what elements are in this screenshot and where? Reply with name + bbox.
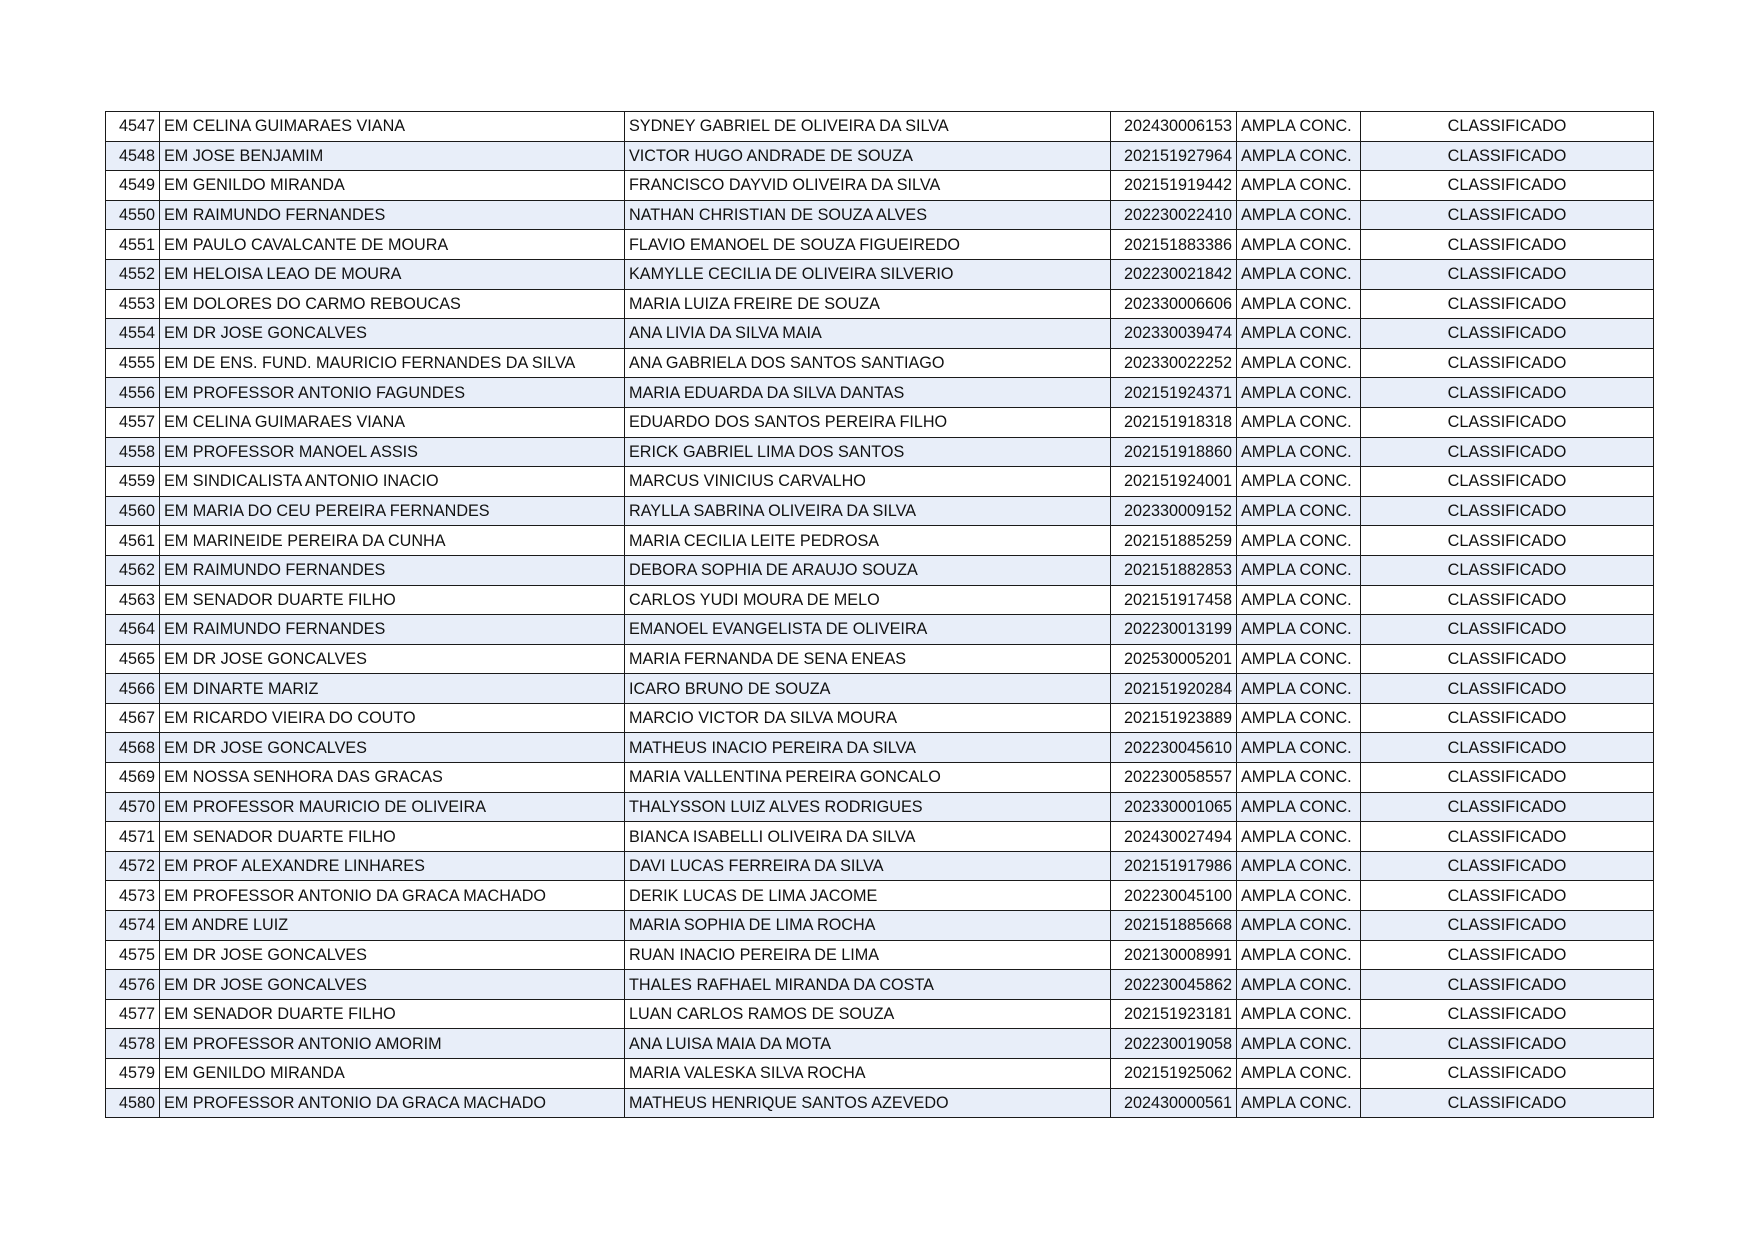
status-cell: CLASSIFICADO xyxy=(1361,1059,1654,1089)
registration-id-cell: 202151917986 xyxy=(1111,851,1237,881)
status-cell: CLASSIFICADO xyxy=(1361,259,1654,289)
table-row xyxy=(106,822,1654,852)
status-cell: CLASSIFICADO xyxy=(1361,319,1654,349)
row-number-cell: 4564 xyxy=(106,615,160,645)
results-table xyxy=(105,111,1654,1118)
row-number-cell: 4568 xyxy=(106,733,160,763)
status-cell: CLASSIFICADO xyxy=(1361,1088,1654,1118)
school-name-cell: EM PROFESSOR ANTONIO DA GRACA MACHADO xyxy=(160,1088,625,1118)
table-row xyxy=(106,881,1654,911)
modality-cell: AMPLA CONC. xyxy=(1237,496,1361,526)
school-name-cell: EM DOLORES DO CARMO REBOUCAS xyxy=(160,289,625,319)
modality-cell: AMPLA CONC. xyxy=(1237,763,1361,793)
row-number-cell: 4559 xyxy=(106,467,160,497)
student-name-cell: MARIA FERNANDA DE SENA ENEAS xyxy=(625,644,1111,674)
row-number-cell: 4549 xyxy=(106,171,160,201)
registration-id-cell: 202151918860 xyxy=(1111,437,1237,467)
table-row xyxy=(106,348,1654,378)
school-name-cell: EM RAIMUNDO FERNANDES xyxy=(160,200,625,230)
status-cell: CLASSIFICADO xyxy=(1361,615,1654,645)
student-name-cell: DEBORA SOPHIA DE ARAUJO SOUZA xyxy=(625,555,1111,585)
registration-id-cell: 202430006153 xyxy=(1111,112,1237,142)
status-cell: CLASSIFICADO xyxy=(1361,112,1654,142)
table-row xyxy=(106,674,1654,704)
registration-id-cell: 202230022410 xyxy=(1111,200,1237,230)
registration-id-cell: 202330039474 xyxy=(1111,319,1237,349)
table-row xyxy=(106,911,1654,941)
modality-cell: AMPLA CONC. xyxy=(1237,733,1361,763)
status-cell: CLASSIFICADO xyxy=(1361,141,1654,171)
student-name-cell: KAMYLLE CECILIA DE OLIVEIRA SILVERIO xyxy=(625,259,1111,289)
school-name-cell: EM PROFESSOR ANTONIO FAGUNDES xyxy=(160,378,625,408)
table-row xyxy=(106,615,1654,645)
student-name-cell: ICARO BRUNO DE SOUZA xyxy=(625,674,1111,704)
status-cell: CLASSIFICADO xyxy=(1361,1029,1654,1059)
registration-id-cell: 202151925062 xyxy=(1111,1059,1237,1089)
registration-id-cell: 202130008991 xyxy=(1111,940,1237,970)
student-name-cell: MARIA VALESKA SILVA ROCHA xyxy=(625,1059,1111,1089)
modality-cell: AMPLA CONC. xyxy=(1237,703,1361,733)
status-cell: CLASSIFICADO xyxy=(1361,851,1654,881)
registration-id-cell: 202430027494 xyxy=(1111,822,1237,852)
table-row xyxy=(106,970,1654,1000)
student-name-cell: MARIA CECILIA LEITE PEDROSA xyxy=(625,526,1111,556)
table-row xyxy=(106,792,1654,822)
modality-cell: AMPLA CONC. xyxy=(1237,999,1361,1029)
registration-id-cell: 202230021842 xyxy=(1111,259,1237,289)
row-number-cell: 4554 xyxy=(106,319,160,349)
status-cell: CLASSIFICADO xyxy=(1361,822,1654,852)
student-name-cell: CARLOS YUDI MOURA DE MELO xyxy=(625,585,1111,615)
table-row xyxy=(106,200,1654,230)
table-row xyxy=(106,851,1654,881)
student-name-cell: RAYLLA SABRINA OLIVEIRA DA SILVA xyxy=(625,496,1111,526)
status-cell: CLASSIFICADO xyxy=(1361,467,1654,497)
status-cell: CLASSIFICADO xyxy=(1361,407,1654,437)
modality-cell: AMPLA CONC. xyxy=(1237,112,1361,142)
table-row xyxy=(106,467,1654,497)
student-name-cell: ANA LIVIA DA SILVA MAIA xyxy=(625,319,1111,349)
registration-id-cell: 202230045100 xyxy=(1111,881,1237,911)
row-number-cell: 4573 xyxy=(106,881,160,911)
student-name-cell: BIANCA ISABELLI OLIVEIRA DA SILVA xyxy=(625,822,1111,852)
modality-cell: AMPLA CONC. xyxy=(1237,141,1361,171)
school-name-cell: EM MARIA DO CEU PEREIRA FERNANDES xyxy=(160,496,625,526)
table-row xyxy=(106,230,1654,260)
registration-id-cell: 202330022252 xyxy=(1111,348,1237,378)
row-number-cell: 4560 xyxy=(106,496,160,526)
table-row xyxy=(106,1029,1654,1059)
modality-cell: AMPLA CONC. xyxy=(1237,674,1361,704)
status-cell: CLASSIFICADO xyxy=(1361,526,1654,556)
student-name-cell: SYDNEY GABRIEL DE OLIVEIRA DA SILVA xyxy=(625,112,1111,142)
modality-cell: AMPLA CONC. xyxy=(1237,230,1361,260)
school-name-cell: EM SENADOR DUARTE FILHO xyxy=(160,999,625,1029)
modality-cell: AMPLA CONC. xyxy=(1237,319,1361,349)
status-cell: CLASSIFICADO xyxy=(1361,999,1654,1029)
student-name-cell: ERICK GABRIEL LIMA DOS SANTOS xyxy=(625,437,1111,467)
row-number-cell: 4552 xyxy=(106,259,160,289)
status-cell: CLASSIFICADO xyxy=(1361,348,1654,378)
row-number-cell: 4567 xyxy=(106,703,160,733)
table-row xyxy=(106,585,1654,615)
row-number-cell: 4557 xyxy=(106,407,160,437)
status-cell: CLASSIFICADO xyxy=(1361,171,1654,201)
status-cell: CLASSIFICADO xyxy=(1361,644,1654,674)
student-name-cell: MATHEUS INACIO PEREIRA DA SILVA xyxy=(625,733,1111,763)
student-name-cell: FLAVIO EMANOEL DE SOUZA FIGUEIREDO xyxy=(625,230,1111,260)
modality-cell: AMPLA CONC. xyxy=(1237,555,1361,585)
status-cell: CLASSIFICADO xyxy=(1361,911,1654,941)
table-row xyxy=(106,1059,1654,1089)
modality-cell: AMPLA CONC. xyxy=(1237,940,1361,970)
registration-id-cell: 202230019058 xyxy=(1111,1029,1237,1059)
status-cell: CLASSIFICADO xyxy=(1361,200,1654,230)
row-number-cell: 4575 xyxy=(106,940,160,970)
registration-id-cell: 202151920284 xyxy=(1111,674,1237,704)
row-number-cell: 4551 xyxy=(106,230,160,260)
modality-cell: AMPLA CONC. xyxy=(1237,348,1361,378)
school-name-cell: EM GENILDO MIRANDA xyxy=(160,1059,625,1089)
student-name-cell: EDUARDO DOS SANTOS PEREIRA FILHO xyxy=(625,407,1111,437)
modality-cell: AMPLA CONC. xyxy=(1237,911,1361,941)
school-name-cell: EM PROF ALEXANDRE LINHARES xyxy=(160,851,625,881)
row-number-cell: 4562 xyxy=(106,555,160,585)
school-name-cell: EM DR JOSE GONCALVES xyxy=(160,940,625,970)
modality-cell: AMPLA CONC. xyxy=(1237,644,1361,674)
status-cell: CLASSIFICADO xyxy=(1361,940,1654,970)
row-number-cell: 4550 xyxy=(106,200,160,230)
school-name-cell: EM DR JOSE GONCALVES xyxy=(160,644,625,674)
row-number-cell: 4555 xyxy=(106,348,160,378)
row-number-cell: 4580 xyxy=(106,1088,160,1118)
student-name-cell: MARIA SOPHIA DE LIMA ROCHA xyxy=(625,911,1111,941)
row-number-cell: 4563 xyxy=(106,585,160,615)
row-number-cell: 4547 xyxy=(106,112,160,142)
table-row xyxy=(106,733,1654,763)
student-name-cell: MARIA LUIZA FREIRE DE SOUZA xyxy=(625,289,1111,319)
school-name-cell: EM SENADOR DUARTE FILHO xyxy=(160,822,625,852)
school-name-cell: EM GENILDO MIRANDA xyxy=(160,171,625,201)
school-name-cell: EM DR JOSE GONCALVES xyxy=(160,970,625,1000)
student-name-cell: LUAN CARLOS RAMOS DE SOUZA xyxy=(625,999,1111,1029)
school-name-cell: EM DINARTE MARIZ xyxy=(160,674,625,704)
status-cell: CLASSIFICADO xyxy=(1361,970,1654,1000)
school-name-cell: EM PROFESSOR MAURICIO DE OLIVEIRA xyxy=(160,792,625,822)
status-cell: CLASSIFICADO xyxy=(1361,496,1654,526)
modality-cell: AMPLA CONC. xyxy=(1237,378,1361,408)
row-number-cell: 4571 xyxy=(106,822,160,852)
row-number-cell: 4569 xyxy=(106,763,160,793)
results-sheet xyxy=(105,111,1653,1118)
modality-cell: AMPLA CONC. xyxy=(1237,171,1361,201)
row-number-cell: 4558 xyxy=(106,437,160,467)
student-name-cell: EMANOEL EVANGELISTA DE OLIVEIRA xyxy=(625,615,1111,645)
school-name-cell: EM CELINA GUIMARAES VIANA xyxy=(160,407,625,437)
student-name-cell: DERIK LUCAS DE LIMA JACOME xyxy=(625,881,1111,911)
table-row xyxy=(106,259,1654,289)
table-row xyxy=(106,171,1654,201)
modality-cell: AMPLA CONC. xyxy=(1237,615,1361,645)
row-number-cell: 4556 xyxy=(106,378,160,408)
registration-id-cell: 202151882853 xyxy=(1111,555,1237,585)
row-number-cell: 4576 xyxy=(106,970,160,1000)
school-name-cell: EM SINDICALISTA ANTONIO INACIO xyxy=(160,467,625,497)
school-name-cell: EM PROFESSOR ANTONIO DA GRACA MACHADO xyxy=(160,881,625,911)
table-row xyxy=(106,999,1654,1029)
row-number-cell: 4548 xyxy=(106,141,160,171)
row-number-cell: 4565 xyxy=(106,644,160,674)
school-name-cell: EM RAIMUNDO FERNANDES xyxy=(160,555,625,585)
student-name-cell: ANA LUISA MAIA DA MOTA xyxy=(625,1029,1111,1059)
school-name-cell: EM CELINA GUIMARAES VIANA xyxy=(160,112,625,142)
school-name-cell: EM RICARDO VIEIRA DO COUTO xyxy=(160,703,625,733)
school-name-cell: EM NOSSA SENHORA DAS GRACAS xyxy=(160,763,625,793)
registration-id-cell: 202151923889 xyxy=(1111,703,1237,733)
modality-cell: AMPLA CONC. xyxy=(1237,526,1361,556)
table-row xyxy=(106,763,1654,793)
registration-id-cell: 202530005201 xyxy=(1111,644,1237,674)
student-name-cell: ANA GABRIELA DOS SANTOS SANTIAGO xyxy=(625,348,1111,378)
registration-id-cell: 202230045862 xyxy=(1111,970,1237,1000)
modality-cell: AMPLA CONC. xyxy=(1237,822,1361,852)
registration-id-cell: 202151885668 xyxy=(1111,911,1237,941)
status-cell: CLASSIFICADO xyxy=(1361,378,1654,408)
modality-cell: AMPLA CONC. xyxy=(1237,407,1361,437)
table-row xyxy=(106,496,1654,526)
row-number-cell: 4572 xyxy=(106,851,160,881)
status-cell: CLASSIFICADO xyxy=(1361,230,1654,260)
table-row xyxy=(106,289,1654,319)
results-table-body xyxy=(106,112,1654,1118)
student-name-cell: NATHAN CHRISTIAN DE SOUZA ALVES xyxy=(625,200,1111,230)
student-name-cell: THALYSSON LUIZ ALVES RODRIGUES xyxy=(625,792,1111,822)
row-number-cell: 4574 xyxy=(106,911,160,941)
status-cell: CLASSIFICADO xyxy=(1361,437,1654,467)
status-cell: CLASSIFICADO xyxy=(1361,289,1654,319)
table-row xyxy=(106,407,1654,437)
modality-cell: AMPLA CONC. xyxy=(1237,1029,1361,1059)
status-cell: CLASSIFICADO xyxy=(1361,881,1654,911)
registration-id-cell: 202151924371 xyxy=(1111,378,1237,408)
school-name-cell: EM DR JOSE GONCALVES xyxy=(160,733,625,763)
status-cell: CLASSIFICADO xyxy=(1361,555,1654,585)
modality-cell: AMPLA CONC. xyxy=(1237,437,1361,467)
status-cell: CLASSIFICADO xyxy=(1361,674,1654,704)
student-name-cell: MATHEUS HENRIQUE SANTOS AZEVEDO xyxy=(625,1088,1111,1118)
row-number-cell: 4561 xyxy=(106,526,160,556)
registration-id-cell: 202430000561 xyxy=(1111,1088,1237,1118)
school-name-cell: EM PROFESSOR ANTONIO AMORIM xyxy=(160,1029,625,1059)
modality-cell: AMPLA CONC. xyxy=(1237,200,1361,230)
status-cell: CLASSIFICADO xyxy=(1361,792,1654,822)
student-name-cell: VICTOR HUGO ANDRADE DE SOUZA xyxy=(625,141,1111,171)
school-name-cell: EM RAIMUNDO FERNANDES xyxy=(160,615,625,645)
modality-cell: AMPLA CONC. xyxy=(1237,289,1361,319)
school-name-cell: EM MARINEIDE PEREIRA DA CUNHA xyxy=(160,526,625,556)
student-name-cell: MARCUS VINICIUS CARVALHO xyxy=(625,467,1111,497)
registration-id-cell: 202151883386 xyxy=(1111,230,1237,260)
modality-cell: AMPLA CONC. xyxy=(1237,851,1361,881)
registration-id-cell: 202151917458 xyxy=(1111,585,1237,615)
table-row xyxy=(106,378,1654,408)
table-row xyxy=(106,703,1654,733)
status-cell: CLASSIFICADO xyxy=(1361,703,1654,733)
modality-cell: AMPLA CONC. xyxy=(1237,1059,1361,1089)
table-row xyxy=(106,555,1654,585)
registration-id-cell: 202230058557 xyxy=(1111,763,1237,793)
table-row xyxy=(106,319,1654,349)
table-row xyxy=(106,141,1654,171)
student-name-cell: MARCIO VICTOR DA SILVA MOURA xyxy=(625,703,1111,733)
modality-cell: AMPLA CONC. xyxy=(1237,1088,1361,1118)
student-name-cell: MARIA EDUARDA DA SILVA DANTAS xyxy=(625,378,1111,408)
modality-cell: AMPLA CONC. xyxy=(1237,881,1361,911)
student-name-cell: THALES RAFHAEL MIRANDA DA COSTA xyxy=(625,970,1111,1000)
table-row xyxy=(106,526,1654,556)
status-cell: CLASSIFICADO xyxy=(1361,763,1654,793)
modality-cell: AMPLA CONC. xyxy=(1237,585,1361,615)
row-number-cell: 4578 xyxy=(106,1029,160,1059)
student-name-cell: FRANCISCO DAYVID OLIVEIRA DA SILVA xyxy=(625,171,1111,201)
status-cell: CLASSIFICADO xyxy=(1361,585,1654,615)
table-row xyxy=(106,940,1654,970)
row-number-cell: 4566 xyxy=(106,674,160,704)
school-name-cell: EM HELOISA LEAO DE MOURA xyxy=(160,259,625,289)
registration-id-cell: 202330001065 xyxy=(1111,792,1237,822)
school-name-cell: EM PROFESSOR MANOEL ASSIS xyxy=(160,437,625,467)
modality-cell: AMPLA CONC. xyxy=(1237,792,1361,822)
registration-id-cell: 202151885259 xyxy=(1111,526,1237,556)
school-name-cell: EM DR JOSE GONCALVES xyxy=(160,319,625,349)
table-row xyxy=(106,644,1654,674)
row-number-cell: 4579 xyxy=(106,1059,160,1089)
registration-id-cell: 202151919442 xyxy=(1111,171,1237,201)
school-name-cell: EM ANDRE LUIZ xyxy=(160,911,625,941)
registration-id-cell: 202330009152 xyxy=(1111,496,1237,526)
status-cell: CLASSIFICADO xyxy=(1361,733,1654,763)
registration-id-cell: 202230013199 xyxy=(1111,615,1237,645)
table-row xyxy=(106,437,1654,467)
row-number-cell: 4553 xyxy=(106,289,160,319)
school-name-cell: EM JOSE BENJAMIM xyxy=(160,141,625,171)
registration-id-cell: 202230045610 xyxy=(1111,733,1237,763)
table-row xyxy=(106,1088,1654,1118)
table-row xyxy=(106,112,1654,142)
row-number-cell: 4570 xyxy=(106,792,160,822)
row-number-cell: 4577 xyxy=(106,999,160,1029)
school-name-cell: EM DE ENS. FUND. MAURICIO FERNANDES DA SILVA xyxy=(160,348,625,378)
modality-cell: AMPLA CONC. xyxy=(1237,259,1361,289)
school-name-cell: EM SENADOR DUARTE FILHO xyxy=(160,585,625,615)
registration-id-cell: 202330006606 xyxy=(1111,289,1237,319)
student-name-cell: MARIA VALLENTINA PEREIRA GONCALO xyxy=(625,763,1111,793)
registration-id-cell: 202151927964 xyxy=(1111,141,1237,171)
registration-id-cell: 202151924001 xyxy=(1111,467,1237,497)
school-name-cell: EM PAULO CAVALCANTE DE MOURA xyxy=(160,230,625,260)
student-name-cell: DAVI LUCAS FERREIRA DA SILVA xyxy=(625,851,1111,881)
registration-id-cell: 202151918318 xyxy=(1111,407,1237,437)
registration-id-cell: 202151923181 xyxy=(1111,999,1237,1029)
modality-cell: AMPLA CONC. xyxy=(1237,467,1361,497)
student-name-cell: RUAN INACIO PEREIRA DE LIMA xyxy=(625,940,1111,970)
modality-cell: AMPLA CONC. xyxy=(1237,970,1361,1000)
